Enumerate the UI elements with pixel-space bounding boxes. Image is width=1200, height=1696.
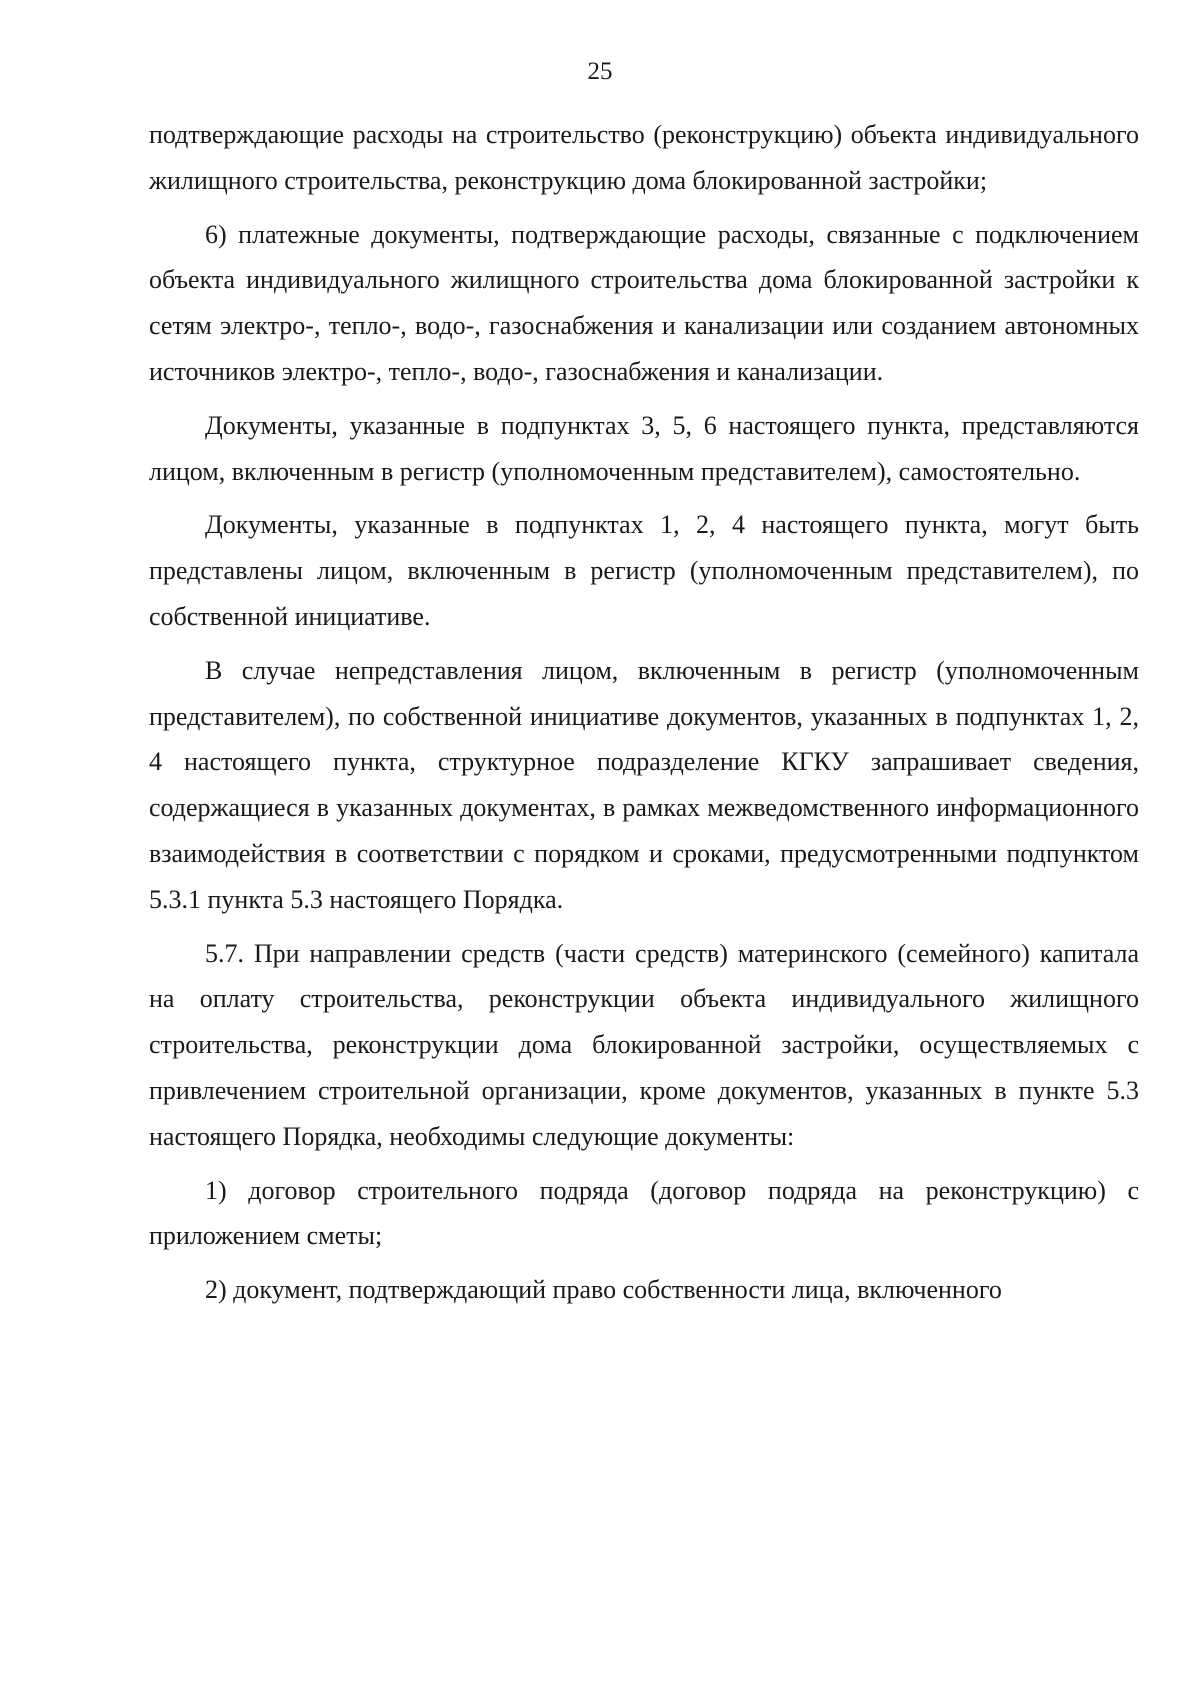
paragraph-documents-3-5-6: Документы, указанные в подпунктах 3, 5, 6 настоящего пункта, представляются лицом, включенным в регистр (уполномоченным представителем), самостоятельно. [149,410,1139,486]
paragraph-documents-1-2-4: Документы, указанные в подпунктах 1, 2, 4 настоящего пункта, могут быть представлены лицом, включенным в регистр (уполномоченным представителем), по собственной инициативе. [149,510,1139,631]
paragraph-5-7: 5.7. При направлении средств (части средств) материнского (семейного) капитала на оплату строительства, реконструкции объекта индивидуального жилищного строительства, реконструкции дома блокированной застройки, осуществляемых с привлечением строительной организации, кроме документов, указанных в пункте 5.3 настоящего Порядка, необходимы следующие документы: [149,938,1139,1151]
paragraph-item-1: 1) договор строительного подряда (договор подряда на реконструкцию) с приложением сметы; [149,1175,1139,1251]
document-body [149,112,1139,1313]
paragraph-item-2: 2) документ, подтверждающий право собственности лица, включенного [205,1275,1002,1305]
page-number: 25 [587,58,613,85]
paragraph-continuation: подтверждающие расходы на строительство (реконструкцию) объекта индивидуального жилищного строительства, реконструкцию дома блокированной застройки; [149,120,1139,195]
paragraph-item-6: 6) платежные документы, подтверждающие расходы, связанные с подключением объекта индивидуального жилищного строительства дома блокированной застройки к сетям электро-, тепло-, водо-, газоснабжения и канализации или созданием автономных источников электро-, тепло-, водо-, газоснабжения и канализации. [149,219,1139,386]
paragraph-non-submission: В случае непредставления лицом, включенным в регистр (уполномоченным представителем), по собственной инициативе документов, указанных в подпунктах 1, 2, 4 настоящего пункта, структурное подразделение КГКУ запрашивает сведения, содержащиеся в указанных документах, в рамках межведомственного информационного взаимодействия в соответствии с порядком и сроками, предусмотренными подпунктом 5.3.1 пункта 5.3 настоящего Порядка. [149,655,1139,914]
